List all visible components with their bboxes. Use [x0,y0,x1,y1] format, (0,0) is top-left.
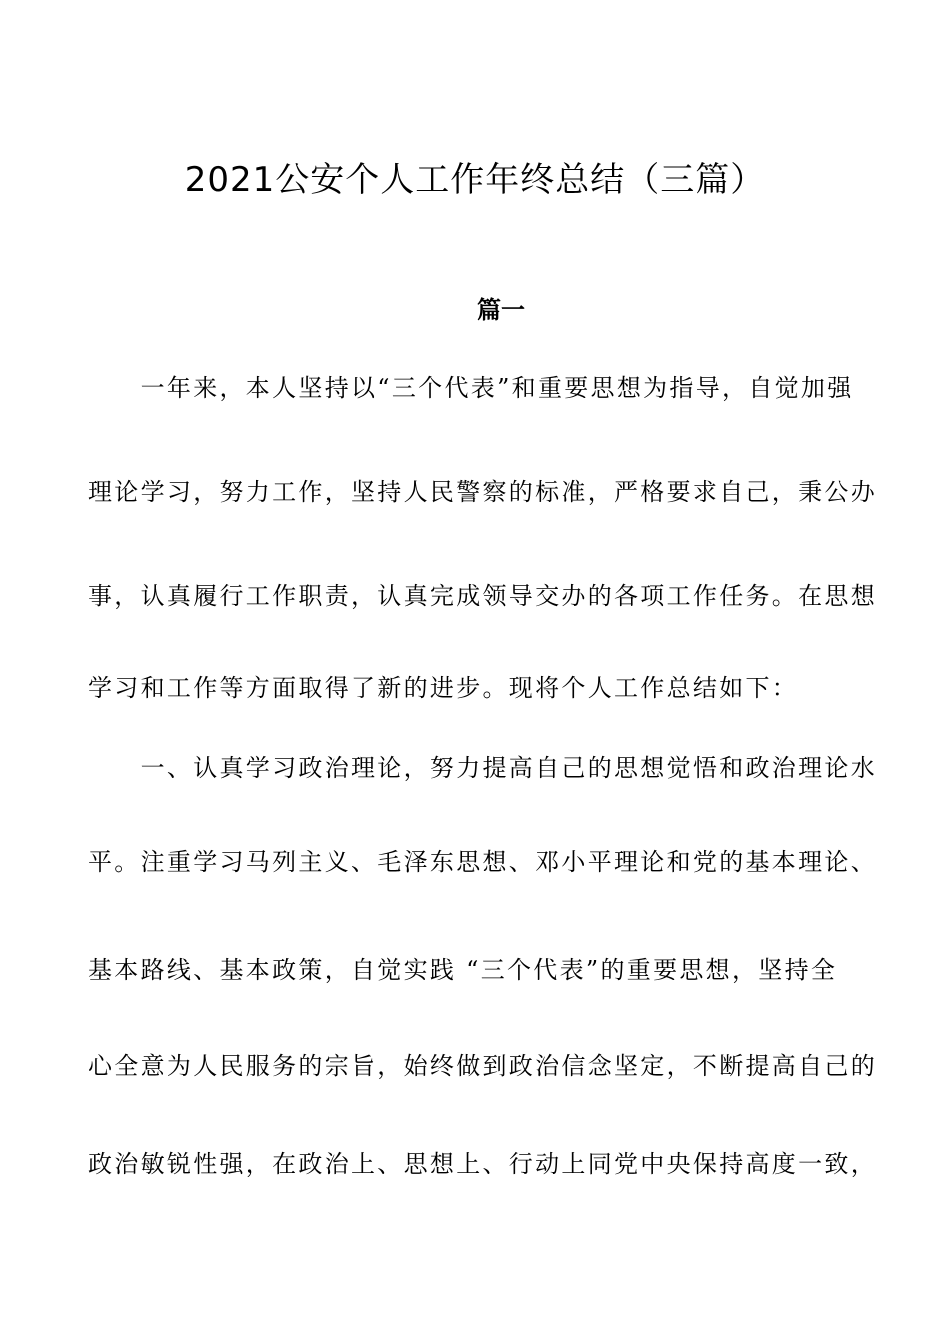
paragraph-line: 一年来，本人坚持以“三个代表”和重要思想为指导，自觉加强 [88,374,854,402]
section-heading: 篇一 [477,295,525,324]
paragraph-line: 理论学习，努力工作，坚持人民警察的标准，严格要求自己，秉公办 [88,478,877,506]
document-title: 2021公安个人工作年终总结（三篇） [184,160,766,200]
paragraph-line: 学习和工作等方面取得了新的进步。现将个人工作总结如下： [88,674,799,702]
paragraph-line: 事，认真履行工作职责，认真完成领导交办的各项工作任务。在思想 [88,582,877,610]
paragraph-line: 心全意为人民服务的宗旨，始终做到政治信念坚定，不断提高自己的 [88,1052,877,1080]
paragraph-line: 平。注重学习马列主义、毛泽东思想、邓小平理论和党的基本理论、 [88,848,877,876]
paragraph-line: 政治敏锐性强，在政治上、思想上、行动上同党中央保持高度一致， [88,1150,877,1178]
paragraph-line: 一、认真学习政治理论，努力提高自己的思想觉悟和政治理论水 [88,754,877,782]
paragraph-line: 基本路线、基本政策，自觉实践 “三个代表”的重要思想，坚持全 [88,956,838,984]
